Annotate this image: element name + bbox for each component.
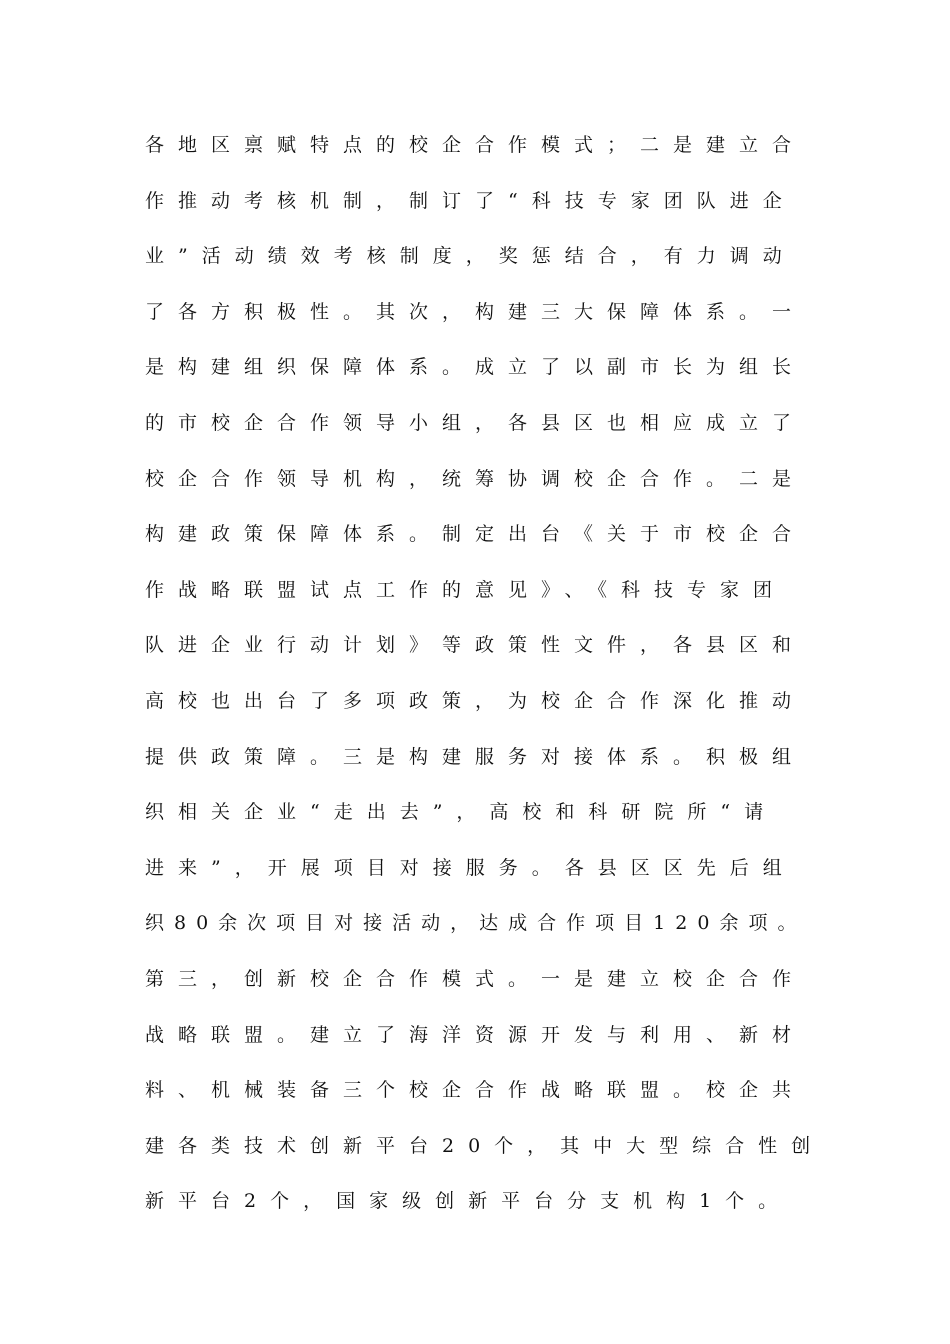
text-line-4: 了各方积极性。其次，构建三大保障体系。一 (145, 300, 806, 323)
text-line-10: 队进企业行动计划》等政策性文件，各县区和 (145, 634, 806, 657)
text-line-3: 业”活动绩效考核制度，奖惩结合，有力调动 (145, 245, 796, 268)
text-line-13: 织相关企业“走出去”，高校和科研院所“请 (145, 801, 778, 824)
text-line-2: 作推动考核机制，制订了“科技专家团队进企 (145, 189, 796, 212)
text-line-15: 织80余次项目对接活动，达成合作项目120余项。 (145, 912, 807, 935)
text-line-11: 高校也出台了多项政策，为校企合作深化推动 (145, 689, 806, 712)
text-line-5: 是构建组织保障体系。成立了以副市长为组长 (145, 356, 806, 379)
text-line-14: 进来”，开展项目对接服务。各县区区先后组 (145, 856, 796, 879)
text-line-1: 各地区禀赋特点的校企合作模式；二是建立合 (145, 134, 806, 156)
text-line-17: 战略联盟。建立了海洋资源开发与利用、新材 (145, 1023, 806, 1046)
text-line-16: 第三，创新校企合作模式。一是建立校企合作 (145, 967, 806, 990)
text-line-6: 的市校企合作领导小组，各县区也相应成立了 (145, 411, 806, 434)
text-line-9: 作战略联盟试点工作的意见》、《科技专家团 (145, 578, 787, 601)
text-line-12: 提供政策障。三是构建服务对接体系。积极组 (145, 745, 806, 768)
body-text (145, 120, 825, 1232)
text-line-8: 构建政策保障体系。制定出台《关于市校企合 (145, 523, 806, 546)
text-line-20: 新平台2个，国家级创新平台分支机构1个。 (145, 1190, 792, 1213)
text-line-18: 料、机械装备三个校企合作战略联盟。校企共 (145, 1079, 806, 1102)
text-line-7: 校企合作领导机构，统筹协调校企合作。二是 (145, 467, 806, 490)
text-line-19: 建各类技术创新平台20个，其中大型综合性创 (145, 1134, 825, 1157)
